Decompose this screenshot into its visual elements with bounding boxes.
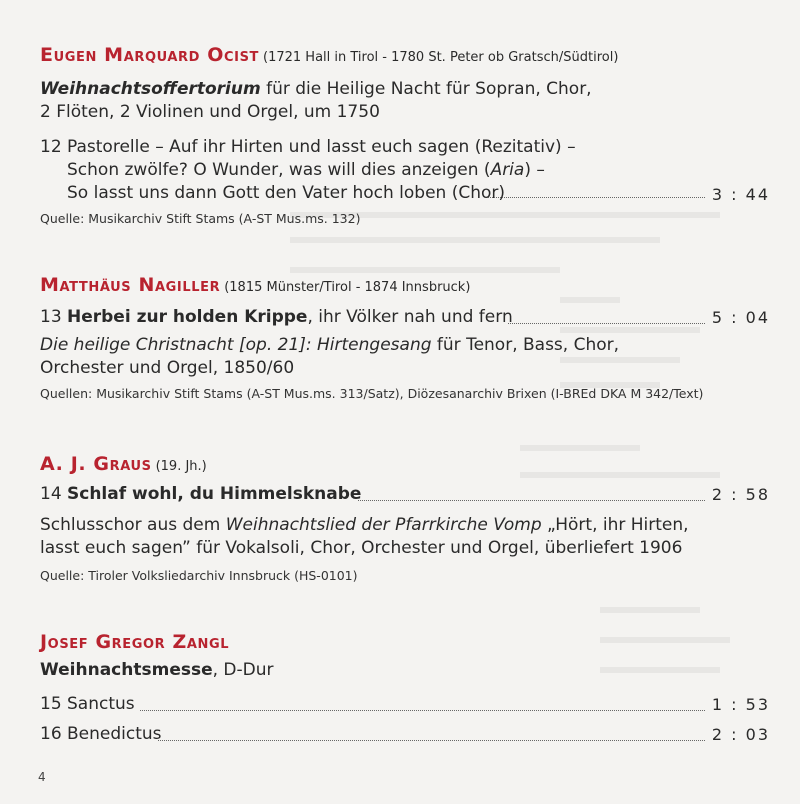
track-duration: 5 : 04: [711, 308, 770, 327]
track-number: 16: [40, 724, 62, 744]
composer-name: A. J. Graus: [40, 453, 152, 475]
work-desc-line-1: für die Heilige Nacht für Sopran, Chor,: [260, 79, 592, 99]
section-nagiller: [40, 274, 780, 401]
work-description: [40, 514, 780, 560]
track-line-3: So lasst uns dann Gott den Vater hoch loben (Chor): [67, 183, 506, 203]
work-title-rest: , D-Dur: [212, 660, 274, 680]
work-desc-line-2: 2 Flöten, 2 Violinen und Orgel, um 1750: [40, 102, 380, 122]
source-note: Quelle: Tiroler Volksliedarchiv Innsbruck (HS-0101): [40, 568, 358, 583]
track-title: Herbei zur holden Krippe: [67, 307, 308, 327]
leader-dots: [488, 197, 705, 198]
composer-heading: [40, 453, 780, 475]
track-12: [40, 136, 780, 205]
track-line-2a: Schon zwölfe? O Wunder, was will dies anzeigen (: [67, 160, 491, 180]
track-duration: 1 : 53: [711, 695, 770, 714]
composer-heading: [40, 274, 780, 296]
work-title: Weihnachtsoffertorium: [40, 79, 261, 99]
track-14: [40, 483, 780, 506]
leader-dots: [140, 710, 705, 711]
composer-dates: (19. Jh.): [155, 459, 207, 474]
composer-heading: [40, 44, 780, 66]
source-note: Quellen: Musikarchiv Stift Stams (A-ST Mus.ms. 313/Satz), Diözesanarchiv Brixen (I-BREd DKA M 342/Text): [40, 386, 704, 401]
track-16: [40, 723, 780, 746]
work-desc-line-1: für Tenor, Bass, Chor,: [431, 335, 620, 355]
track-15: [40, 693, 780, 716]
track-line-2c: ) –: [524, 160, 545, 180]
desc-line-1a: Schlusschor aus dem: [40, 515, 226, 535]
composer-name: Eugen Marquard Ocist: [40, 44, 260, 66]
track-number: 12: [40, 137, 62, 157]
source-note: Quelle: Musikarchiv Stift Stams (A-ST Mus.ms. 132): [40, 211, 361, 226]
work-title: Weihnachtsmesse: [40, 660, 213, 680]
track-duration: 2 : 58: [711, 485, 770, 504]
track-line-1: Pastorelle – Auf ihr Hirten und lasst euch sagen (Rezitativ) –: [67, 137, 576, 157]
track-duration: 3 : 44: [711, 185, 770, 204]
section-zangl: [40, 631, 780, 746]
track-duration: 2 : 03: [711, 725, 770, 744]
section-ocist: [40, 44, 780, 226]
leader-dots: [358, 500, 705, 501]
work-title: Die heilige Christnacht [op. 21]: Hirtengesang: [40, 335, 432, 355]
leader-dots: [158, 740, 705, 741]
track-number: 13: [40, 307, 62, 327]
track-title-rest: , ihr Völker nah und fern: [307, 307, 513, 327]
composer-dates: (1815 Münster/Tirol - 1874 Innsbruck): [224, 280, 471, 295]
composer-dates: (1721 Hall in Tirol - 1780 St. Peter ob Gratsch/Südtirol): [263, 50, 619, 65]
track-line-2b: Aria: [490, 160, 525, 180]
track-13: [40, 306, 780, 329]
work-description: [40, 78, 780, 124]
leader-dots: [508, 323, 705, 324]
track-title: Benedictus: [67, 724, 162, 744]
desc-line-1b: Weihnachtslied der Pfarrkirche Vomp: [225, 515, 542, 535]
track-title: Sanctus: [67, 694, 135, 714]
composer-heading: [40, 631, 780, 653]
composer-name: Matthäus Nagiller: [40, 274, 221, 296]
work-description: [40, 334, 780, 380]
track-title: Schlaf wohl, du Himmelsknabe: [67, 484, 362, 504]
track-number: 15: [40, 694, 62, 714]
desc-line-1c: „Hört, ihr Hirten,: [541, 515, 689, 535]
desc-line-2: lasst euch sagen” für Vokalsoli, Chor, Orchester und Orgel, überliefert 1906: [40, 538, 683, 558]
composer-name: Josef Gregor Zangl: [40, 631, 230, 653]
page-number: 4: [38, 770, 46, 784]
track-number: 14: [40, 484, 62, 504]
work-description: [40, 659, 780, 682]
work-desc-line-2: Orchester und Orgel, 1850/60: [40, 358, 295, 378]
section-graus: [40, 453, 780, 583]
